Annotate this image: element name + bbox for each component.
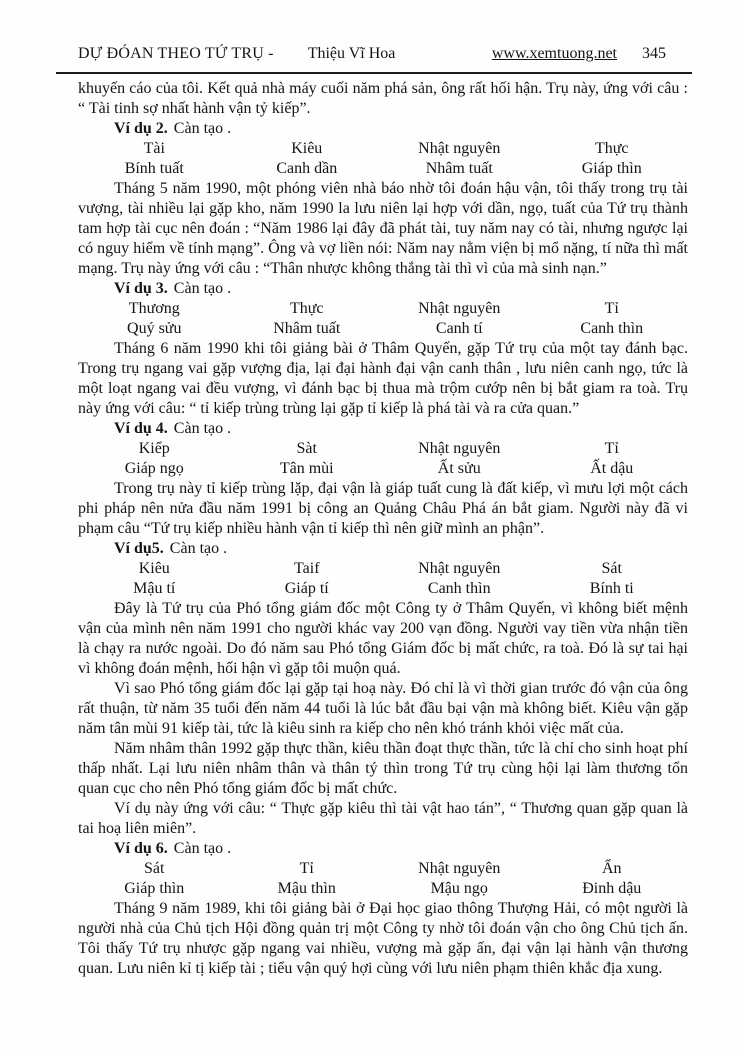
paragraph: Tháng 5 năm 1990, một phóng viên nhà báo nhờ tôi đoán hậu vận, tôi thấy trong trụ tài vượng, tài nhiều lại gặp kho, năm 1990 la lưu niên lại hợp với dần, ngọ, tuất của Tứ trụ thành tam hợp tài cục nên đoán : “Năm 1986 lại đây đã phát tài, tuy năm nay có tài, nhưng ngược lại có nguy hiểm về tính mạng”. Ông và vợ liền nói: Năm nay nằm viện bị mổ nặng, tí nữa thì mất mạng. Trụ này ứng với câu : “Thân nhược không thắng tài thì vì của mà sinh nạn.” <box>78 180 688 277</box>
pillar-value: Tân mùi <box>279 460 334 477</box>
pillar-value: Canh dần <box>276 160 338 177</box>
example-subtitle: Càn tạo . <box>173 840 232 857</box>
pillar-value: Giáp thìn <box>581 160 642 177</box>
pillar-value: Giáp thìn <box>124 880 185 897</box>
pillar-label: Tỉ <box>604 300 619 317</box>
page-header <box>56 0 692 74</box>
pillar-label: Nhật nguyên <box>418 440 501 457</box>
book-title: DỰ ĐÓAN THEO TỨ TRỤ - <box>78 45 274 62</box>
website-link[interactable]: www.xemtuong.net <box>491 45 617 62</box>
pillar-value: Mậu thìn <box>277 880 336 897</box>
pillar-label-row <box>78 299 688 319</box>
example-subtitle: Càn tạo . <box>173 280 232 297</box>
example-subtitle: Càn tạo . <box>173 420 232 437</box>
pillar-label: Thực <box>594 140 629 157</box>
pillar-label: Tỉ <box>299 860 314 877</box>
example-number: Ví dụ 4. <box>114 420 168 437</box>
pillar-value-row <box>78 579 688 599</box>
pillar-label-row <box>78 439 688 459</box>
pillar-label: Tài <box>143 140 165 157</box>
pillar-label: Taif <box>293 560 320 577</box>
paragraph: Đây là Tứ trụ của Phó tổng giám đốc một Công ty ở Thâm Quyến, vì không biết mệnh vận của mình nên năm 1991 cho người khác vay 200 vạn đồng. Người vay tiền vừa nhận tiền là chạy ra nước ngoài. Do đó năm sau Phó tổng Giám đốc bị mất chức, ra toà. Đó là sự tai hại vì không đoán mệnh, hối hận vì gặp tôi muộn quá. <box>78 600 688 677</box>
pillar-value-row <box>78 319 688 339</box>
example-heading <box>78 839 688 859</box>
pillar-value: Giáp ngọ <box>124 460 184 477</box>
example-number: Ví dụ 2. <box>114 120 168 137</box>
paragraph: Trong trụ này tỉ kiếp trùng lặp, đại vận là giáp tuất cung là đất kiếp, vì mưu lợi một cách phi pháp nên nửa đầu năm 1991 bị công an Quảng Châu Phá án bắt giam. Người này đã vi phạm câu “Tứ trụ kiếp nhiều hành vận tỉ kiếp thì nên giữ mình an phận”. <box>78 480 688 537</box>
header-row <box>56 45 692 63</box>
pillar-label: Nhật nguyên <box>418 560 501 577</box>
pillar-value: Nhâm tuất <box>273 320 341 337</box>
pillar-value: Bính tuất <box>124 160 184 177</box>
pillar-value: Canh thìn <box>427 580 491 597</box>
pillar-label: Tỉ <box>604 440 619 457</box>
paragraph: Tháng 6 năm 1990 khi tôi giảng bài ở Thâm Quyến, gặp Tứ trụ của một tay đánh bạc. Trong trụ ngang vai gặp vượng địa, lại đại hành đại vận canh thân , lưu niên canh ngọ, tức là một loạt ngang vai đều vượng, vì đánh bạc bị thua mà trộm cướp nên bị bắt giam ra toà. Trụ này ứng với câu: “ tỉ kiếp trùng trùng lại gặp tỉ kiếp là phá tài và ra cửa quan.” <box>78 340 688 417</box>
paragraph: Tháng 9 năm 1989, khi tôi giảng bài ở Đại học giao thông Thượng Hải, có một người là người nhà của Chủ tịch Hội đồng quản trị một Công ty nhờ tôi đoán vận cho ông Chủ tịch ấn. Tôi thấy Tứ trụ nhược gặp ngang vai nhiều, vượng mà gặp ấn, đại vận lại hành vận thương quan. Lưu niên kỉ tị kiếp tài ; tiểu vận quý hợi cùng với lưu niên phạm thiên khắc địa xung. <box>78 900 688 977</box>
paragraph: khuyến cáo của tôi. Kết quả nhà máy cuối năm phá sản, ông rất hối hận. Trụ này, ứng với câu : “ Tài tinh sợ nhất hành vận tỷ kiếp”. <box>78 80 688 117</box>
pillar-label-row <box>78 559 688 579</box>
pillar-value: Bính ti <box>589 580 634 597</box>
example-number: Ví dụ 3. <box>114 280 168 297</box>
pillar-label-row <box>78 139 688 159</box>
pillar-label: Kiêu <box>138 560 170 577</box>
example-subtitle: Càn tạo . <box>169 540 228 557</box>
pillar-value-row <box>78 159 688 179</box>
pillar-value: Ất dậu <box>590 460 634 477</box>
paragraph: Ví dụ này ứng với câu: “ Thực gặp kiêu thì tài vật hao tán”, “ Thương quan gặp quan là tai hoạ liên miên”. <box>78 800 688 837</box>
pillar-label: Ẩn <box>601 860 622 877</box>
pillar-value: Nhâm tuất <box>425 160 493 177</box>
pillar-value: Ất sửu <box>437 460 481 477</box>
pillar-label: Sàt <box>296 440 317 457</box>
pillar-value: Mậu ngọ <box>430 880 488 897</box>
pillar-label: Nhật nguyên <box>418 140 501 157</box>
pillar-label: Sát <box>144 860 165 877</box>
example-heading <box>78 279 688 299</box>
pillar-value: Quý sửu <box>127 320 182 337</box>
paragraph: Năm nhâm thân 1992 gặp thực thần, kiêu thần đoạt thực thần, tức là chỉ cho sinh hoạt phí thấp nhất. Lại lưu niên nhâm thân và thân tý thìn trong Tứ trụ cùng hội lại làm thương tổn quan cục cho nên Phó tổng giám đốc bị mất chức. <box>78 740 688 797</box>
pillar-value: Đinh dậu <box>582 880 642 897</box>
pillar-label: Thực <box>289 300 324 317</box>
pillar-value: Giáp tí <box>284 580 329 597</box>
example-number: Ví dụ 6. <box>114 840 168 857</box>
pillar-label: Nhật nguyên <box>418 860 501 877</box>
pillar-value: Mậu tí <box>133 580 176 597</box>
paragraph: Vì sao Phó tổng giám đốc lại gặp tại hoạ này. Đó chỉ là vì thời gian trước đó vận của ông rất thuận, từ năm 35 tuổi đến năm 44 tuổi là lúc bắt đầu bại vận mà không biết. Kiêu vận gặp năm tân mùi 91 kiếp tài, tức là kiêu sinh ra kiếp cho nên khó tránh khỏi việc mất của. <box>78 680 688 737</box>
pillar-label-row <box>78 859 688 879</box>
example-heading <box>78 539 688 559</box>
page-body <box>78 79 688 979</box>
pillar-label: Sát <box>601 560 622 577</box>
pillar-value: Canh tí <box>435 320 483 337</box>
author-name: Thiệu Vĩ Hoa <box>307 45 396 62</box>
pillar-value-row <box>78 459 688 479</box>
page-number: 345 <box>642 45 666 62</box>
pillar-label: Kiểp <box>138 440 170 457</box>
example-heading <box>78 119 688 139</box>
pillar-value-row <box>78 879 688 899</box>
example-heading <box>78 419 688 439</box>
pillar-label: Kiêu <box>291 140 323 157</box>
pillar-value: Canh thìn <box>580 320 644 337</box>
pillar-label: Thương <box>128 300 180 317</box>
pillar-label: Nhật nguyên <box>418 300 501 317</box>
example-subtitle: Càn tạo . <box>173 120 232 137</box>
example-number: Ví dụ5. <box>114 540 164 557</box>
